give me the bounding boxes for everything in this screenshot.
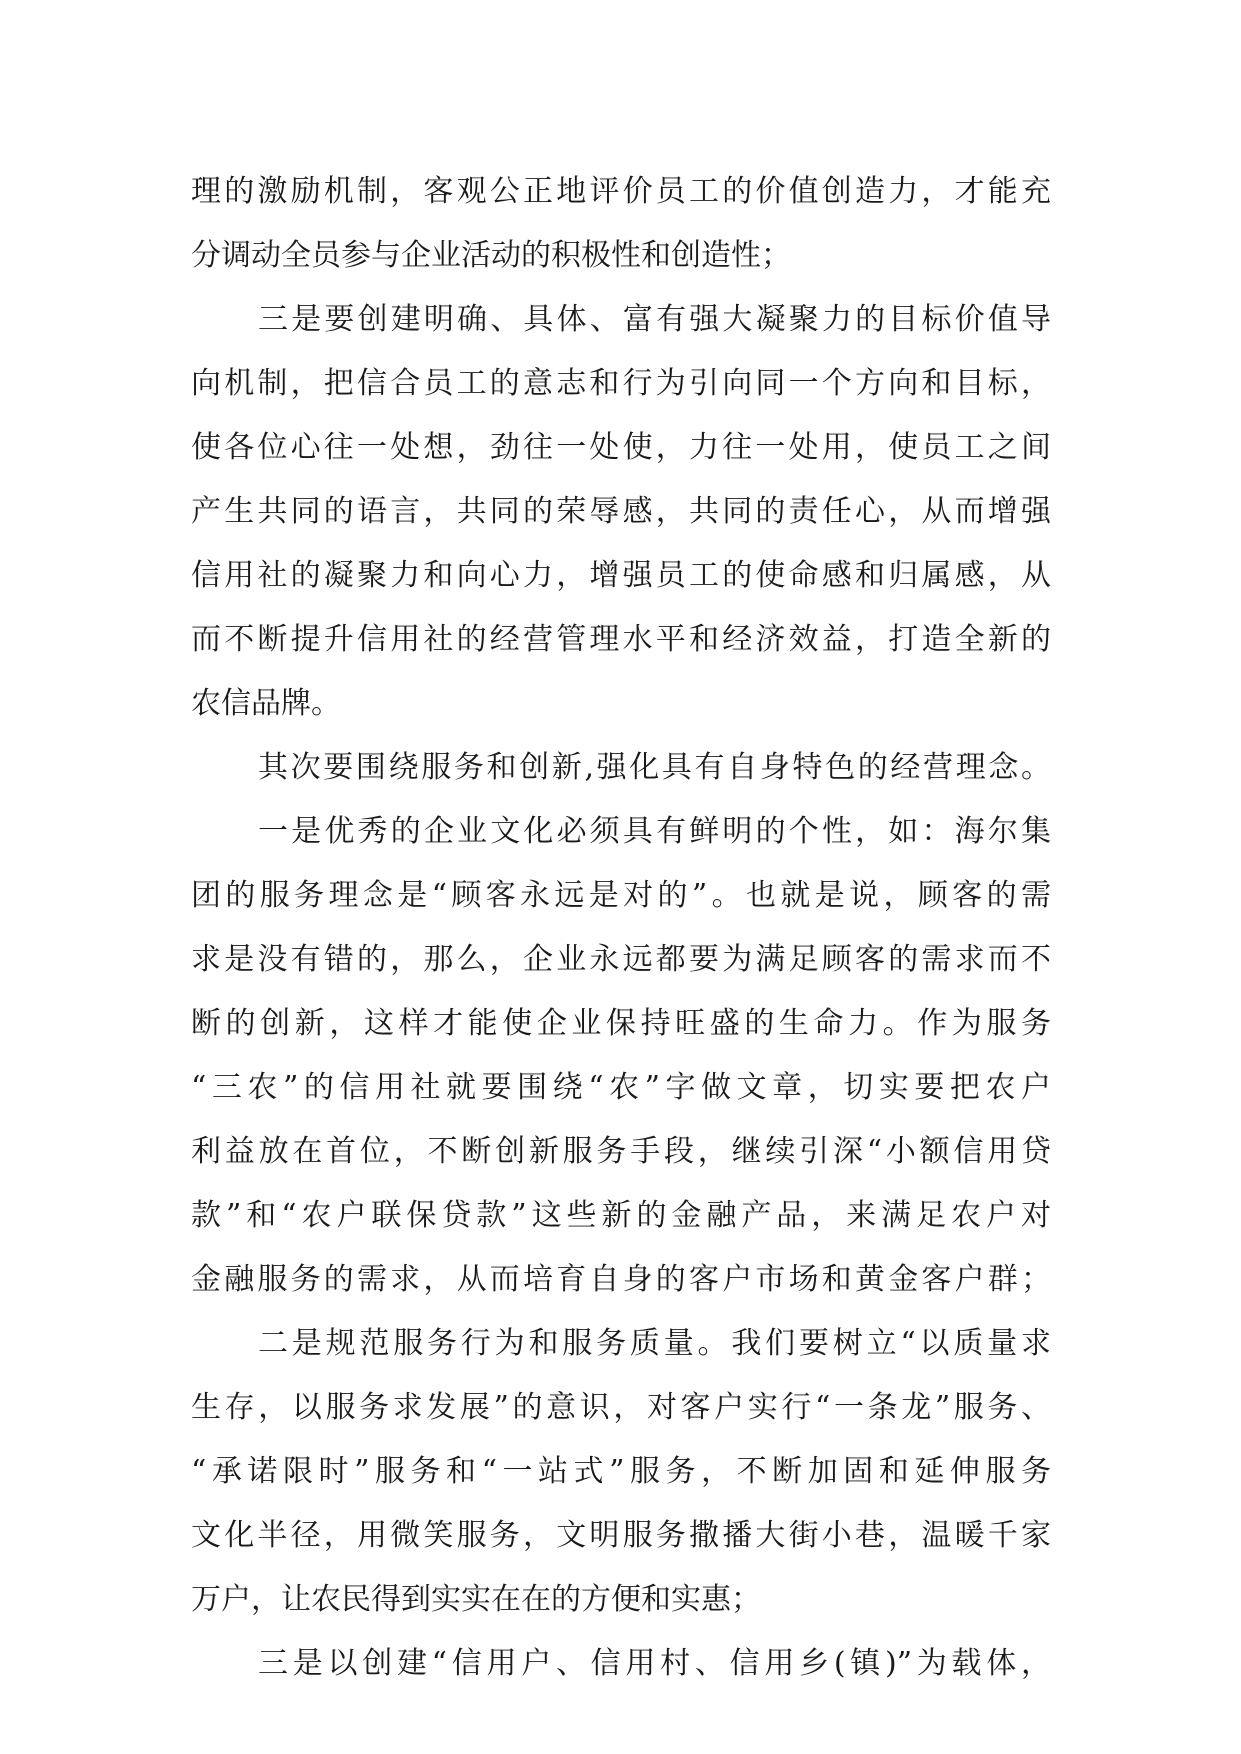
text-line: 二是规范服务行为和服务质量。我们要树立“以质量求 xyxy=(258,1326,1051,1361)
text-line: 金融服务的需求，从而培育自身的客户市场和黄金客户群； xyxy=(191,1262,1051,1297)
text-line: 利益放在首位，不断创新服务手段，继续引深“小额信用贷 xyxy=(191,1134,1051,1169)
text-line: 产生共同的语言，共同的荣辱感，共同的责任心，从而增强 xyxy=(191,494,1051,529)
text-line: 其次要围绕服务和创新,强化具有自身特色的经营理念。 xyxy=(258,750,1051,785)
text-line: 文化半径，用微笑服务，文明服务撒播大街小巷，温暖千家 xyxy=(191,1518,1051,1553)
text-line: 求是没有错的，那么，企业永远都要为满足顾客的需求而不 xyxy=(191,942,1051,977)
paragraph xyxy=(191,1632,1051,1696)
text-line: 分调动全员参与企业活动的积极性和创造性； xyxy=(191,238,791,273)
text-line: 断的创新，这样才能使企业保持旺盛的生命力。作为服务 xyxy=(191,1006,1051,1041)
text-line: 三是要创建明确、具体、富有强大凝聚力的目标价值导 xyxy=(258,302,1051,337)
text-line: 款”和“农户联保贷款”这些新的金融产品，来满足农户对 xyxy=(191,1198,1051,1233)
paragraph xyxy=(191,160,1051,288)
text-line: “承诺限时”服务和“一站式”服务，不断加固和延伸服务 xyxy=(191,1454,1051,1489)
paragraph xyxy=(191,800,1051,1312)
text-line: 一是优秀的企业文化必须具有鲜明的个性，如：海尔集 xyxy=(258,814,1051,849)
text-line: 理的激励机制，客观公正地评价员工的价值创造力，才能充 xyxy=(191,174,1051,209)
text-line: 生存，以服务求发展”的意识，对客户实行“一条龙”服务、 xyxy=(191,1390,1051,1425)
document-body xyxy=(191,160,1051,1696)
paragraph xyxy=(191,1312,1051,1632)
text-line: 而不断提升信用社的经营管理水平和经济效益，打造全新的 xyxy=(191,622,1051,657)
text-line: 农信品牌。 xyxy=(191,686,341,721)
text-line: 万户，让农民得到实实在在的方便和实惠； xyxy=(191,1582,761,1617)
paragraph xyxy=(191,736,1051,800)
text-line: 团的服务理念是“顾客永远是对的”。也就是说，顾客的需 xyxy=(191,878,1051,913)
text-line: 信用社的凝聚力和向心力，增强员工的使命感和归属感，从 xyxy=(191,558,1051,593)
paragraph xyxy=(191,288,1051,736)
text-line: 使各位心往一处想，劲往一处使，力往一处用，使员工之间 xyxy=(191,430,1051,465)
text-line: 三是以创建“信用户、信用村、信用乡(镇)”为载体， xyxy=(258,1646,1051,1681)
text-line: 向机制，把信合员工的意志和行为引向同一个方向和目标， xyxy=(191,366,1051,401)
text-line: “三农”的信用社就要围绕“农”字做文章，切实要把农户 xyxy=(191,1070,1051,1105)
